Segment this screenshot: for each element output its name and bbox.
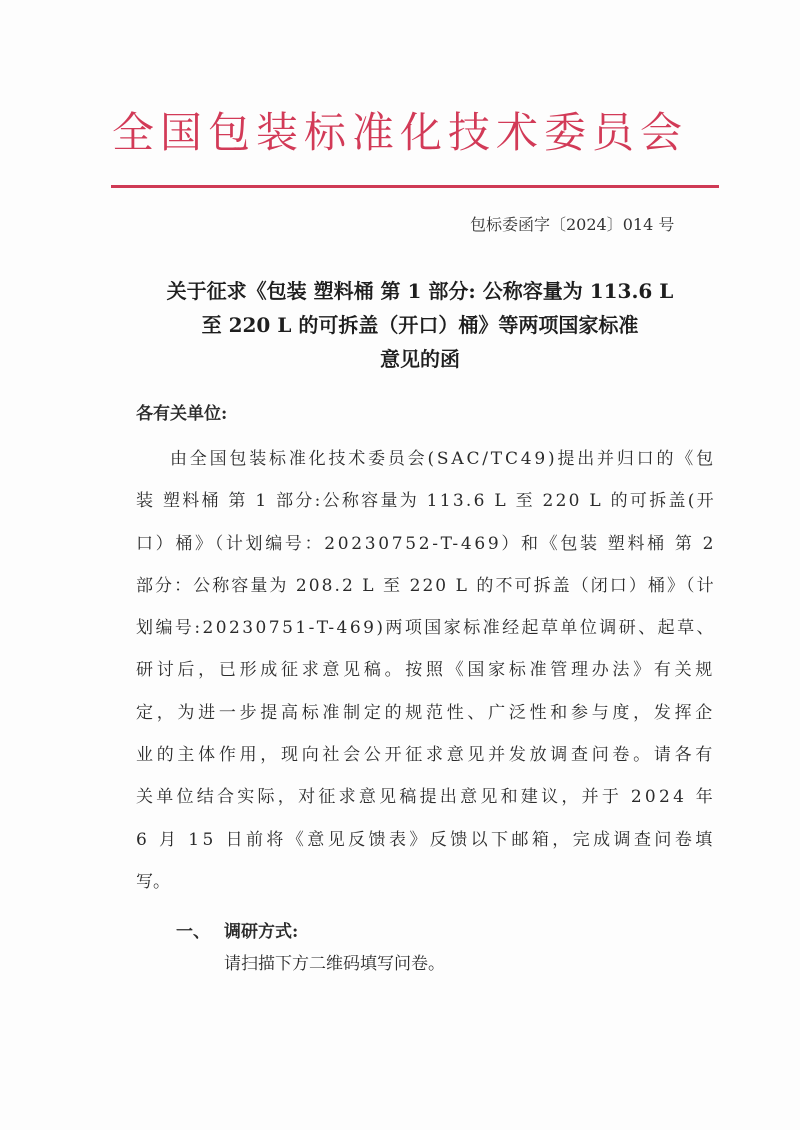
section-number: 一、 [176,922,210,942]
salutation: 各有关单位: [136,404,228,424]
body-line: 由全国包装标准化技术委员会(SAC/TC49)提出并归口的《包 [170,449,716,469]
body-paragraph [136,447,716,912]
title-line: 至 220 L 的可拆盖（开口）桶》等两项国家标准 [201,313,639,337]
letterhead-organization: 全国包装标准化技术委员会 [112,108,689,157]
body-line: 研讨后，已形成征求意见稿。按照《国家标准管理办法》有关规 [136,660,716,681]
section-title: 调研方式: [224,922,299,942]
document-number: 包标委函字〔2024〕014 号 [470,215,675,234]
body-line: 业的主体作用，现向社会公开征求意见并发放调查问卷。请各有 [136,745,716,766]
body-line: 关单位结合实际，对征求意见稿提出意见和建议，并于 2024 年 [136,787,717,808]
body-line: 写。 [136,871,170,892]
document-title [120,274,720,376]
body-line: 口）桶》（计划编号：20230752-T-469）和《包装 塑料桶 第 2 [136,533,717,554]
section-heading [176,920,298,944]
body-line: 装 塑料桶 第 1 部分:公称容量为 113.6 L 至 220 L 的可拆盖(开 [136,491,716,512]
body-line: 划编号:20230751-T-469)两项国家标准经起草单位调研、起草、 [136,618,716,639]
body-line: 6 月 15 日前将《意见反馈表》反馈以下邮箱，完成调查问卷填 [136,829,716,850]
body-line: 部分：公称容量为 208.2 L 至 220 L 的不可拆盖（闭口）桶》（计 [136,575,716,596]
title-line: 意见的函 [380,347,460,371]
letterhead-divider [111,185,719,188]
title-line: 关于征求《包装 塑料桶 第 1 部分: 公称容量为 113.6 L [166,279,674,303]
body-line: 定，为进一步提高标准制定的规范性、广泛性和参与度，发挥企 [136,702,716,723]
section-text: 请扫描下方二维码填写问卷。 [224,954,445,974]
